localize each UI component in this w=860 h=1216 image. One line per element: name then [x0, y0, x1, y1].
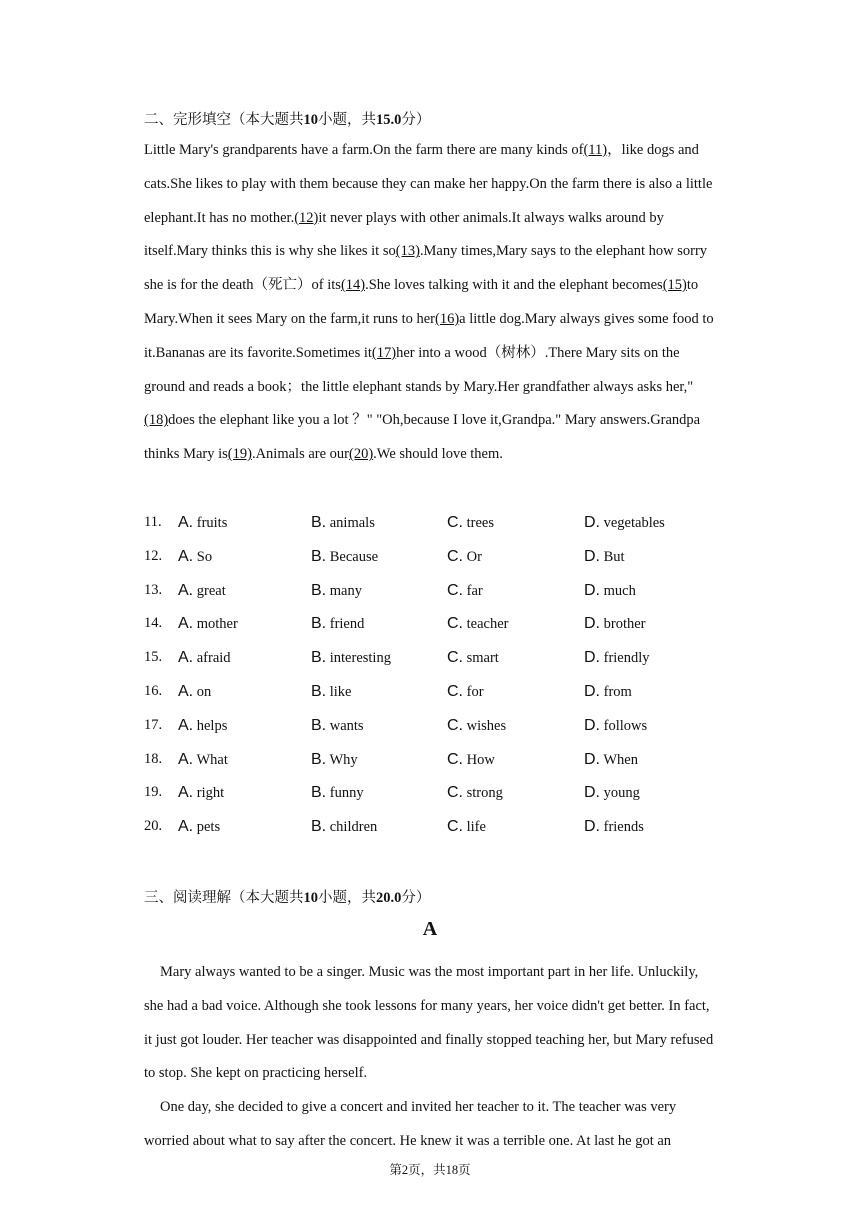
- option-d: [584, 675, 632, 710]
- option-text: brother: [603, 616, 646, 633]
- option-b: [311, 641, 391, 676]
- cloze-blank: (11): [583, 142, 608, 158]
- option-a: [178, 709, 227, 744]
- option-d: [584, 776, 640, 811]
- option-b: [311, 574, 362, 609]
- section-2-title-prefix: 二、完形填空（本大题共: [144, 112, 304, 128]
- option-row: [144, 506, 724, 540]
- option-letter: A.: [178, 649, 194, 667]
- option-text: helps: [196, 717, 228, 734]
- section-3-title-suffix: 分）: [401, 890, 431, 906]
- option-letter: B.: [311, 547, 327, 565]
- option-letter: D.: [584, 716, 600, 734]
- option-text: How: [466, 751, 495, 768]
- option-row: [144, 709, 724, 743]
- option-text: many: [329, 582, 362, 599]
- option-c: [447, 607, 508, 642]
- option-c: [447, 641, 499, 676]
- option-a: [178, 776, 224, 811]
- option-text: smart: [466, 650, 499, 667]
- option-d: [584, 709, 647, 744]
- option-a: [178, 506, 227, 541]
- question-number: 12.: [144, 547, 163, 564]
- option-letter: A.: [178, 818, 194, 836]
- option-letter: D.: [584, 615, 600, 633]
- option-b: [311, 540, 378, 575]
- option-letter: D.: [584, 784, 600, 802]
- question-number: 17.: [144, 716, 163, 733]
- page-footer: 第2页，共18页: [389, 1163, 471, 1177]
- option-b: [311, 607, 364, 642]
- option-b: [311, 506, 375, 541]
- cloze-text-segment: .We should love them.: [373, 446, 503, 463]
- option-letter: A.: [178, 750, 194, 768]
- option-text: But: [603, 548, 625, 565]
- option-c: [447, 675, 484, 710]
- option-letter: D.: [584, 649, 600, 667]
- option-b: [311, 675, 352, 710]
- question-number: 14.: [144, 615, 163, 632]
- option-text: right: [196, 785, 225, 802]
- cloze-blank: (18): [144, 412, 169, 429]
- option-text: What: [196, 751, 228, 768]
- option-text: like: [329, 683, 352, 700]
- option-letter: B.: [311, 581, 327, 599]
- option-text: friend: [329, 616, 365, 633]
- cloze-text-segment: it never plays with other animals.It always walks around by itself.Mary thinks this is why she likes it so: [144, 209, 664, 260]
- option-d: [584, 810, 644, 845]
- option-a: [178, 675, 211, 710]
- option-c: [447, 743, 495, 778]
- option-text: fruits: [196, 515, 228, 531]
- option-text: young: [603, 785, 640, 802]
- option-a: [178, 641, 231, 676]
- section-2-question-count: 10: [303, 112, 318, 128]
- option-row: [144, 776, 724, 810]
- option-a: [178, 540, 212, 575]
- option-b: [311, 776, 364, 811]
- option-c: [447, 506, 494, 541]
- option-d: [584, 641, 650, 676]
- section-3-title-mid: 小题，共: [318, 890, 376, 906]
- passage-a: [144, 956, 719, 1159]
- passage-a-heading: A: [422, 918, 438, 940]
- section-3-title: [144, 886, 430, 907]
- option-text: vegetables: [603, 515, 665, 531]
- option-letter: A.: [178, 514, 194, 531]
- option-letter: B.: [311, 514, 327, 531]
- cloze-blank: (17): [371, 344, 397, 361]
- option-text: children: [329, 819, 378, 836]
- option-c: [447, 540, 482, 575]
- option-letter: D.: [584, 682, 600, 700]
- cloze-text-segment: .Many times,Mary says to the elephant how sorry she is for the death（死亡）of its: [144, 243, 708, 294]
- option-d: [584, 607, 646, 642]
- option-letter: B.: [311, 716, 327, 734]
- option-text: Why: [329, 751, 358, 768]
- section-2-title: [144, 108, 430, 129]
- option-row: [144, 743, 724, 777]
- cloze-text-segment: ，like dogs and cats.She likes to play with them because they can make her happy.On the farm there is also a little elephant.It has no mother.: [144, 142, 713, 226]
- passage-a-paragraph-2: One day, she decided to give a concert and invited her teacher to it. The teacher was very worried about what to say after the concert. He knew it was a terrible one. At last he got an: [144, 1099, 677, 1149]
- option-text: trees: [466, 515, 494, 531]
- cloze-blank: (19): [227, 446, 252, 463]
- cloze-text-segment: does the elephant like you a lot ？" "Oh,because I love it,Grandpa." Mary answers.Grandpa thinks Mary is: [144, 412, 701, 463]
- cloze-text-segment: .She loves talking with it and the elephant becomes: [365, 277, 663, 294]
- option-a: [178, 574, 226, 609]
- option-letter: D.: [584, 514, 600, 531]
- option-text: animals: [329, 515, 375, 531]
- option-letter: B.: [311, 750, 327, 768]
- option-letter: B.: [311, 615, 327, 633]
- option-letter: A.: [178, 547, 194, 565]
- cloze-text-segment: .Animals are our: [251, 446, 349, 463]
- option-a: [178, 607, 238, 642]
- option-text: pets: [196, 819, 221, 836]
- option-text: wishes: [466, 717, 507, 734]
- option-text: afraid: [196, 650, 231, 667]
- option-row: [144, 540, 724, 574]
- option-letter: A.: [178, 716, 194, 734]
- option-letter: A.: [178, 581, 194, 599]
- option-letter: B.: [311, 649, 327, 667]
- option-letter: C.: [447, 514, 463, 531]
- cloze-blank: (12): [294, 209, 319, 226]
- question-number: 16.: [144, 682, 163, 699]
- option-letter: C.: [447, 716, 463, 734]
- option-text: great: [196, 582, 226, 599]
- option-letter: C.: [447, 581, 463, 599]
- section-2-score: 15.0: [376, 112, 402, 128]
- question-number: 15.: [144, 649, 163, 666]
- option-letter: D.: [584, 818, 600, 836]
- cloze-text-segment: her into a wood（树林）.There Mary sits on the ground and reads a book；the little elephant stands by Mary.Her grandfather always asks her,": [144, 344, 694, 395]
- option-text: on: [196, 683, 212, 700]
- cloze-text-segment: a little dog.Mary always gives some food to it.Bananas are its favorite.Sometimes it: [144, 310, 714, 361]
- option-letter: A.: [178, 682, 194, 700]
- option-text: friends: [603, 819, 644, 836]
- option-b: [311, 743, 358, 778]
- cloze-blank: (20): [349, 446, 374, 463]
- option-row: [144, 574, 724, 608]
- option-text: When: [603, 751, 638, 768]
- option-a: [178, 810, 220, 845]
- option-letter: B.: [311, 818, 327, 836]
- option-row: [144, 675, 724, 709]
- option-c: [447, 709, 506, 744]
- cloze-blank: (13): [395, 243, 420, 260]
- option-a: [178, 743, 228, 778]
- option-letter: C.: [447, 784, 463, 802]
- option-letter: C.: [447, 750, 463, 768]
- option-text: strong: [466, 785, 503, 802]
- cloze-text-segment: Little Mary's grandparents have a farm.On the farm there are many kinds of: [144, 142, 584, 158]
- option-c: [447, 574, 483, 609]
- option-text: far: [466, 582, 483, 599]
- question-number: 13.: [144, 581, 163, 598]
- cloze-blank: (15): [662, 277, 687, 294]
- option-text: follows: [603, 717, 648, 734]
- section-3-title-prefix: 三、阅读理解（本大题共: [144, 890, 304, 906]
- option-text: Because: [329, 548, 379, 565]
- option-d: [584, 506, 665, 541]
- option-letter: D.: [584, 547, 600, 565]
- cloze-blank: (16): [435, 310, 460, 327]
- option-letter: A.: [178, 615, 194, 633]
- option-text: funny: [329, 785, 364, 802]
- cloze-text-segment: to Mary.When it sees Mary on the farm,it runs to her: [144, 277, 699, 327]
- option-letter: C.: [447, 649, 463, 667]
- option-text: wants: [329, 717, 364, 734]
- option-text: Or: [466, 548, 482, 565]
- option-row: [144, 607, 724, 641]
- section-2-title-mid: 小题，共: [318, 112, 376, 128]
- section-2-title-suffix: 分）: [401, 112, 431, 128]
- option-text: much: [603, 582, 636, 599]
- option-letter: C.: [447, 818, 463, 836]
- option-letter: A.: [178, 784, 194, 802]
- section-3-question-count: 10: [303, 890, 318, 906]
- cloze-text: [144, 134, 719, 472]
- option-letter: C.: [447, 615, 463, 633]
- option-letter: C.: [447, 682, 463, 700]
- option-letter: C.: [447, 547, 463, 565]
- option-c: [447, 776, 503, 811]
- passage-a-paragraph-1: Mary always wanted to be a singer. Music was the most important part in her life. Unluckily, she had a bad voice. Although she took lessons for many years, her voice didn't get better. In fact, it just got louder. Her teacher was disappointed and finally stopped teaching her, but Mary refused to stop. She kept on practicing herself.: [144, 964, 714, 1082]
- option-text: So: [196, 548, 213, 565]
- option-d: [584, 540, 625, 575]
- option-text: for: [466, 683, 484, 700]
- option-row: [144, 810, 724, 844]
- option-text: from: [603, 683, 632, 700]
- question-number: 19.: [144, 784, 163, 801]
- option-letter: B.: [311, 784, 327, 802]
- option-text: interesting: [329, 650, 391, 667]
- question-number: 11.: [144, 514, 162, 530]
- option-letter: D.: [584, 581, 600, 599]
- answer-options: [144, 506, 724, 844]
- option-b: [311, 810, 377, 845]
- option-d: [584, 574, 636, 609]
- option-text: friendly: [603, 650, 650, 667]
- question-number: 20.: [144, 818, 163, 835]
- option-text: life: [466, 819, 486, 836]
- option-row: [144, 641, 724, 675]
- option-letter: D.: [584, 750, 600, 768]
- question-number: 18.: [144, 750, 163, 767]
- option-text: teacher: [466, 616, 509, 633]
- option-c: [447, 810, 486, 845]
- cloze-passage: [144, 134, 719, 472]
- option-d: [584, 743, 638, 778]
- option-text: mother: [196, 616, 238, 633]
- option-b: [311, 709, 364, 744]
- cloze-blank: (14): [340, 277, 366, 294]
- option-letter: B.: [311, 682, 327, 700]
- section-3-score: 20.0: [376, 890, 402, 906]
